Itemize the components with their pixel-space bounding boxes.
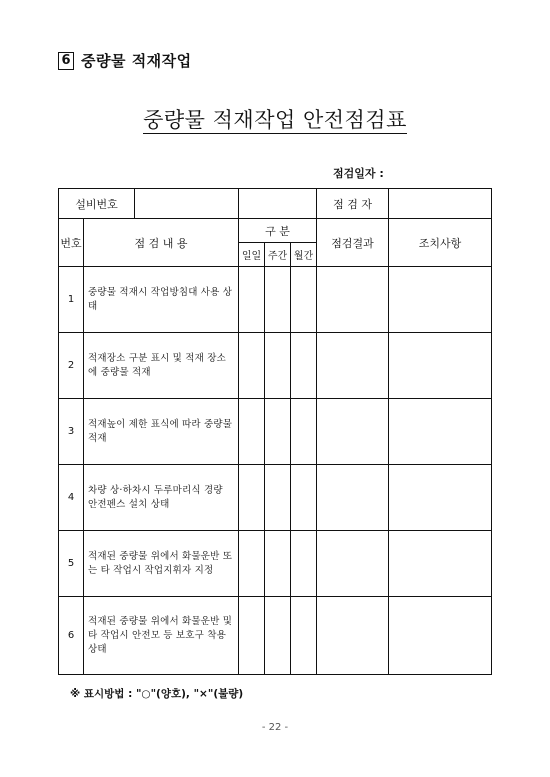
equipment-number-cell [59,189,239,219]
table-row [59,399,492,465]
inspection-checklist-table [58,188,492,675]
weekly-check-cell[interactable] [265,333,291,399]
result-cell[interactable] [317,333,389,399]
weekly-check-cell[interactable] [265,399,291,465]
row-number: 6 [59,597,84,675]
equipment-number-value[interactable] [135,189,238,218]
action-cell[interactable] [389,465,492,531]
daily-check-cell[interactable] [239,465,265,531]
document-title-text: 중량물 적재작업 안전점검표 [143,108,407,132]
row-check-item: 적재높이 제한 표식에 따라 중량물 적재 [84,399,239,465]
action-cell[interactable] [389,399,492,465]
monthly-check-cell[interactable] [291,531,317,597]
header-content: 점 검 내 용 [84,219,239,267]
section-title: 중량물 적재작업 [81,52,192,70]
weekly-check-cell[interactable] [265,267,291,333]
inspection-date-label: 점검일자 : [333,167,384,180]
result-cell[interactable] [317,531,389,597]
monthly-check-cell[interactable] [291,267,317,333]
monthly-check-cell[interactable] [291,333,317,399]
table-row [59,267,492,333]
table-row [59,597,492,675]
header-category: 구 분 [239,219,317,243]
row-check-item: 적재된 중량물 위에서 화물운반 또는 타 작업시 작업지휘자 지정 [84,531,239,597]
table-row [59,333,492,399]
result-cell[interactable] [317,399,389,465]
marking-legend: ※ 표시방법 : "○"(양호), "×"(불량) [70,688,244,700]
header-weekly: 주간 [265,243,291,267]
row-number: 1 [59,267,84,333]
row-check-item: 적재장소 구분 표시 및 적재 장소에 중량물 적재 [84,333,239,399]
header-result: 점검결과 [317,219,389,267]
equipment-number-value-ext[interactable] [239,189,317,219]
weekly-check-cell[interactable] [265,597,291,675]
action-cell[interactable] [389,267,492,333]
table-row [59,465,492,531]
row-number: 5 [59,531,84,597]
result-cell[interactable] [317,465,389,531]
row-number: 2 [59,333,84,399]
action-cell[interactable] [389,597,492,675]
weekly-check-cell[interactable] [265,465,291,531]
row-check-item: 적재된 중량물 위에서 화물운반 및 타 작업시 안전모 등 보호구 착용상태 [84,597,239,675]
monthly-check-cell[interactable] [291,597,317,675]
document-title [0,104,550,134]
daily-check-cell[interactable] [239,333,265,399]
page-number: - 22 - [261,722,289,733]
header-monthly: 월간 [291,243,317,267]
action-cell[interactable] [389,333,492,399]
header-row-1 [59,219,492,243]
action-cell[interactable] [389,531,492,597]
section-number-box: 6 [58,52,74,70]
header-no: 번호 [59,219,84,267]
monthly-check-cell[interactable] [291,399,317,465]
header-action: 조치사항 [389,219,492,267]
equipment-number-label: 설비번호 [59,189,135,218]
inspector-value[interactable] [389,189,492,219]
result-cell[interactable] [317,597,389,675]
info-row [59,189,492,219]
inspector-label: 점 검 자 [317,189,389,219]
monthly-check-cell[interactable] [291,465,317,531]
daily-check-cell[interactable] [239,531,265,597]
weekly-check-cell[interactable] [265,531,291,597]
daily-check-cell[interactable] [239,597,265,675]
row-number: 4 [59,465,84,531]
daily-check-cell[interactable] [239,267,265,333]
row-check-item: 차량 상·하차시 두루마리식 경량 안전펜스 설치 상태 [84,465,239,531]
row-number: 3 [59,399,84,465]
result-cell[interactable] [317,267,389,333]
header-daily: 일일 [239,243,265,267]
row-check-item: 중량물 적재시 작업방침대 사용 상태 [84,267,239,333]
daily-check-cell[interactable] [239,399,265,465]
section-heading [58,50,192,71]
table-row [59,531,492,597]
